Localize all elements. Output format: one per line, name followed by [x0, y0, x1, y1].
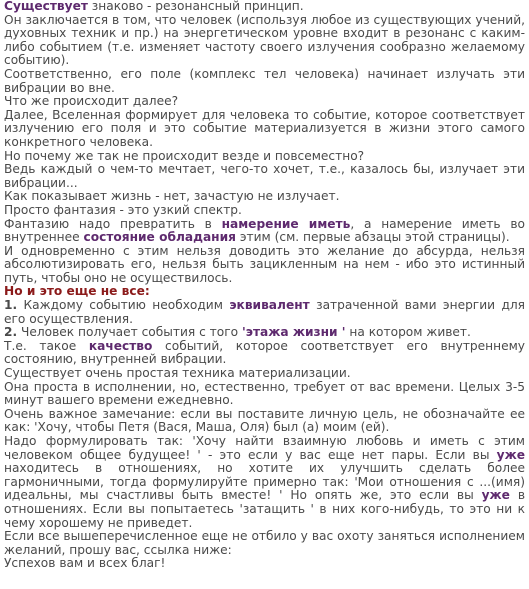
text-run: Каждому событию необходим: [17, 298, 230, 313]
emphasis-text: эквивалент: [229, 298, 310, 313]
text-run: Надо формулировать так: 'Хочу найти взаимную любовь и иметь с этим человеком общее будущее! ' - это если у вас еще нет пары. Если вы: [4, 434, 525, 462]
text-run: на котором живет.: [345, 325, 471, 340]
emphasis-text: 2.: [4, 325, 18, 340]
text-run: Очень важное замечание: если вы поставите личную цель, не обозначайте ее как: 'Хочу, чтобы Петя (Вася, Маша, Оля) был (а) моим (ей).: [4, 406, 525, 435]
paragraph: [4, 163, 525, 190]
paragraph: [4, 0, 525, 14]
emphasis-text: 1.: [4, 298, 18, 313]
text-run: событий, которое соответствует его внутреннему состоянию, внутренней вибрации.: [4, 338, 525, 367]
emphasis-text: намерение иметь: [221, 216, 351, 231]
paragraph: [4, 408, 525, 435]
paragraph: [4, 190, 525, 204]
emphasis-text: Существует: [4, 0, 88, 13]
paragraph: [4, 299, 525, 326]
emphasis-text: состояние обладания: [83, 230, 236, 245]
paragraph: [4, 150, 525, 164]
paragraph: [4, 109, 525, 150]
paragraph: [4, 68, 525, 95]
paragraph: [4, 435, 525, 530]
paragraph: [4, 530, 525, 557]
paragraph: [4, 367, 525, 381]
text-run: Фантазию надо превратить в: [4, 216, 222, 231]
text-run: Человек получает события с того: [17, 325, 242, 340]
text-run: Соответственно, его поле (комплекс тел человека) начинает излучать эти вибрации во вне.: [4, 66, 525, 95]
emphasis-text: качество: [88, 338, 153, 353]
paragraph: [4, 14, 525, 68]
text-run: Т.е. такое: [4, 338, 89, 353]
text-run: Просто фантазия - это узкий спектр.: [4, 202, 242, 217]
paragraph: [4, 204, 525, 218]
emphasis-text: 'этажа жизни ': [241, 325, 346, 340]
paragraph: [4, 557, 525, 571]
text-run: затраченной вами энергии для его осуществления.: [4, 298, 525, 326]
text-run: Существует очень простая техника материализации.: [4, 366, 351, 381]
paragraph: [4, 340, 525, 367]
text-run: в отношениях. Если вы попытаетесь 'затащить ' в них кого-нибудь, то это ни к чему хорошему не приведет.: [4, 488, 525, 530]
text-run: Что же происходит далее?: [4, 94, 179, 109]
paragraph: [4, 285, 525, 299]
emphasis-text: уже: [481, 488, 510, 503]
text-run: Но почему же так не происходит везде и повсеместно?: [4, 148, 365, 163]
text-run: Далее, Вселенная формирует для человека то событие, которое соответствует излучению его поля и это событие материализуется в жизни этого самого конкретного человека.: [4, 107, 525, 149]
text-run: Ведь каждый о чем-то мечтает, чего-то хочет, т.е., казалось бы, излучает эти вибрации...: [4, 162, 525, 190]
paragraph: [4, 95, 525, 109]
text-run: И одновременно с этим нельзя доводить это желание до абсурда, нельзя абсолютизировать его, нельзя быть зацикленным на нем - ибо это истинный путь, чтобы оно не осуществилось.: [4, 243, 525, 285]
text-run: Как показывает жизнь - нет, зачастую не излучает.: [4, 189, 340, 204]
emphasis-text: уже: [496, 447, 525, 462]
text-run: , а намерение иметь во внутреннее: [4, 216, 525, 245]
text-run: этим (см. первые абзацы этой страницы).: [235, 230, 510, 245]
emphasis-text: Но и это еще не все:: [4, 284, 150, 299]
text-run: Если все вышеперечисленное еще не отбило у вас охоту заняться исполнением желаний, прошу вас, ссылка ниже:: [4, 529, 525, 557]
text-run: находитесь в отношениях, но хотите их улучшить сделать более гармоничными, тогда формулируйте примерно так: 'Мои отношения с ...(имя) идеальны, мы счастливы быть вместе! ' Но опять же, это если вы: [4, 461, 525, 503]
text-run: знаково - резонансный принцип.: [87, 0, 304, 13]
paragraph: [4, 381, 525, 408]
text-run: Он заключается в том, что человек (используя любое из существующих учений, духовных техник и пр.) на энергетическом уровне входит в резонанс с каким-либо событием (т.е. изменяет частоту своего излучения сообразно желаемому событию).: [4, 12, 525, 68]
paragraph: [4, 218, 525, 245]
text-run: Она проста в исполнении, но, естественно, требует от вас времени. Целых 3-5 минут вашего времени ежедневно.: [4, 379, 525, 408]
paragraph: [4, 245, 525, 286]
paragraph: [4, 326, 525, 340]
text-run: Успехов вам и всех благ!: [4, 556, 166, 571]
